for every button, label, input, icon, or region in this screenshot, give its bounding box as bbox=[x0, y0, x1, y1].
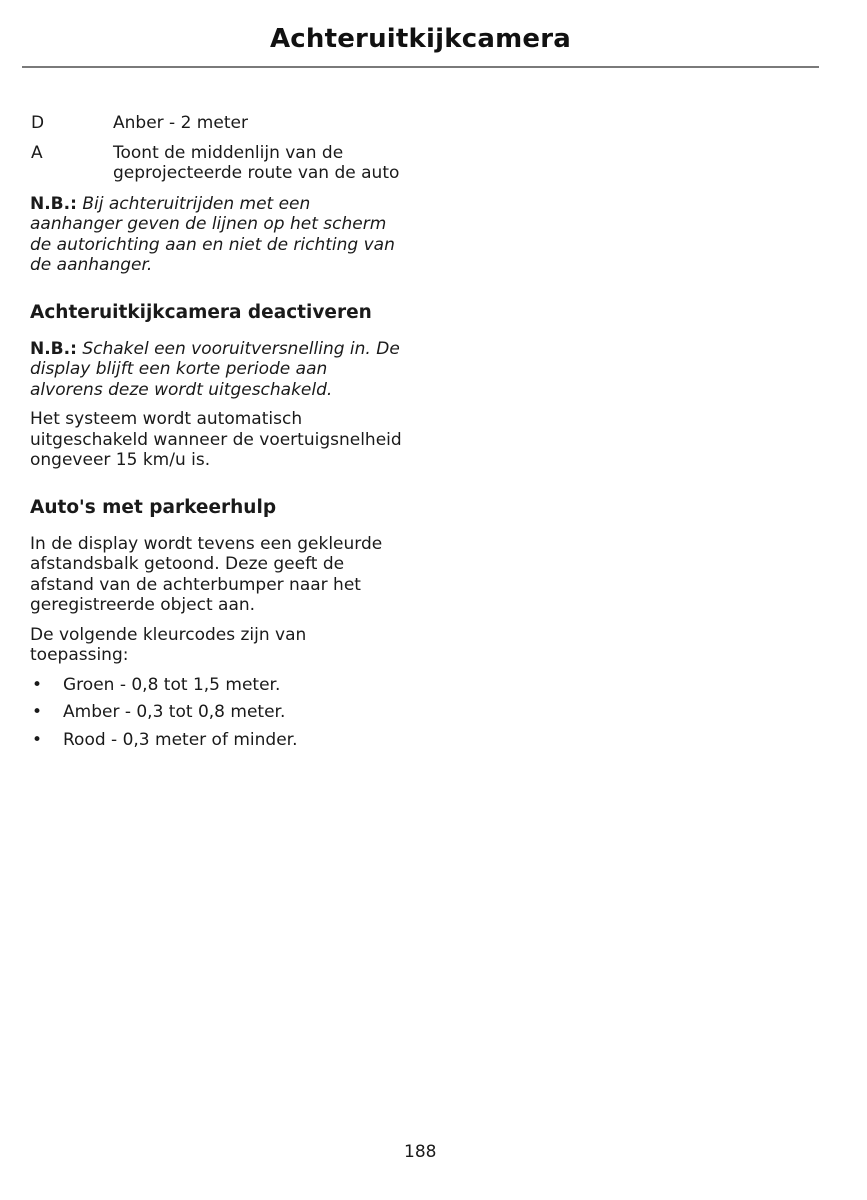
section-heading-deactivate: Achteruitkijkcamera deactiveren bbox=[30, 301, 372, 323]
note-deactivate bbox=[30, 339, 405, 401]
legend-key: D bbox=[31, 113, 45, 133]
note-text: Schakel een vooruitversnelling in. De display blijft een korte periode aan alvorens deze wordt uitgeschakeld. bbox=[30, 338, 400, 400]
section-heading-parking-aid: Auto's met parkeerhulp bbox=[30, 496, 277, 518]
legend-key: A bbox=[31, 142, 43, 163]
note-trailer bbox=[30, 194, 405, 276]
legend-item bbox=[30, 143, 405, 184]
bullet-icon: • bbox=[32, 729, 43, 750]
legend-text: Anber - 2 meter bbox=[113, 113, 248, 133]
page-number: 188 bbox=[404, 1142, 437, 1162]
list-item bbox=[30, 675, 405, 696]
bullet-icon: • bbox=[32, 702, 43, 722]
page-header bbox=[22, 22, 819, 68]
note-label: N.B.: bbox=[30, 338, 77, 359]
note-label: N.B.: bbox=[30, 193, 77, 214]
legend-item bbox=[30, 113, 405, 134]
list-item-text: Rood - 0,3 meter of minder. bbox=[63, 729, 298, 750]
legend-list bbox=[30, 113, 405, 184]
paragraph-auto-off: Het systeem wordt automatisch uitgeschakeld wanneer de voertuigsnelheid ongeveer 15 km/u is. bbox=[30, 409, 402, 470]
list-item-text: Amber - 0,3 tot 0,8 meter. bbox=[63, 702, 286, 722]
bullet-icon: • bbox=[32, 674, 43, 695]
list-item-text: Groen - 0,8 tot 1,5 meter. bbox=[63, 674, 281, 695]
legend-text: Toont de middenlijn van de geprojecteerde route van de auto bbox=[113, 142, 400, 183]
main-column bbox=[30, 113, 405, 757]
page-title: Achteruitkijkcamera bbox=[269, 24, 571, 54]
note-text: Bij achteruitrijden met een aanhanger geven de lijnen op het scherm de autorichting aan en niet de richting van de aanhanger. bbox=[30, 193, 395, 275]
paragraph-color-codes: De volgende kleurcodes zijn van toepassing: bbox=[30, 624, 307, 665]
paragraph-distance-bar: In de display wordt tevens een gekleurde afstandsbalk getoond. Deze geeft de afstand van de achterbumper naar het geregistreerde object aan. bbox=[30, 533, 383, 615]
list-item bbox=[30, 702, 405, 723]
list-item bbox=[30, 730, 405, 751]
color-code-list bbox=[30, 675, 405, 751]
